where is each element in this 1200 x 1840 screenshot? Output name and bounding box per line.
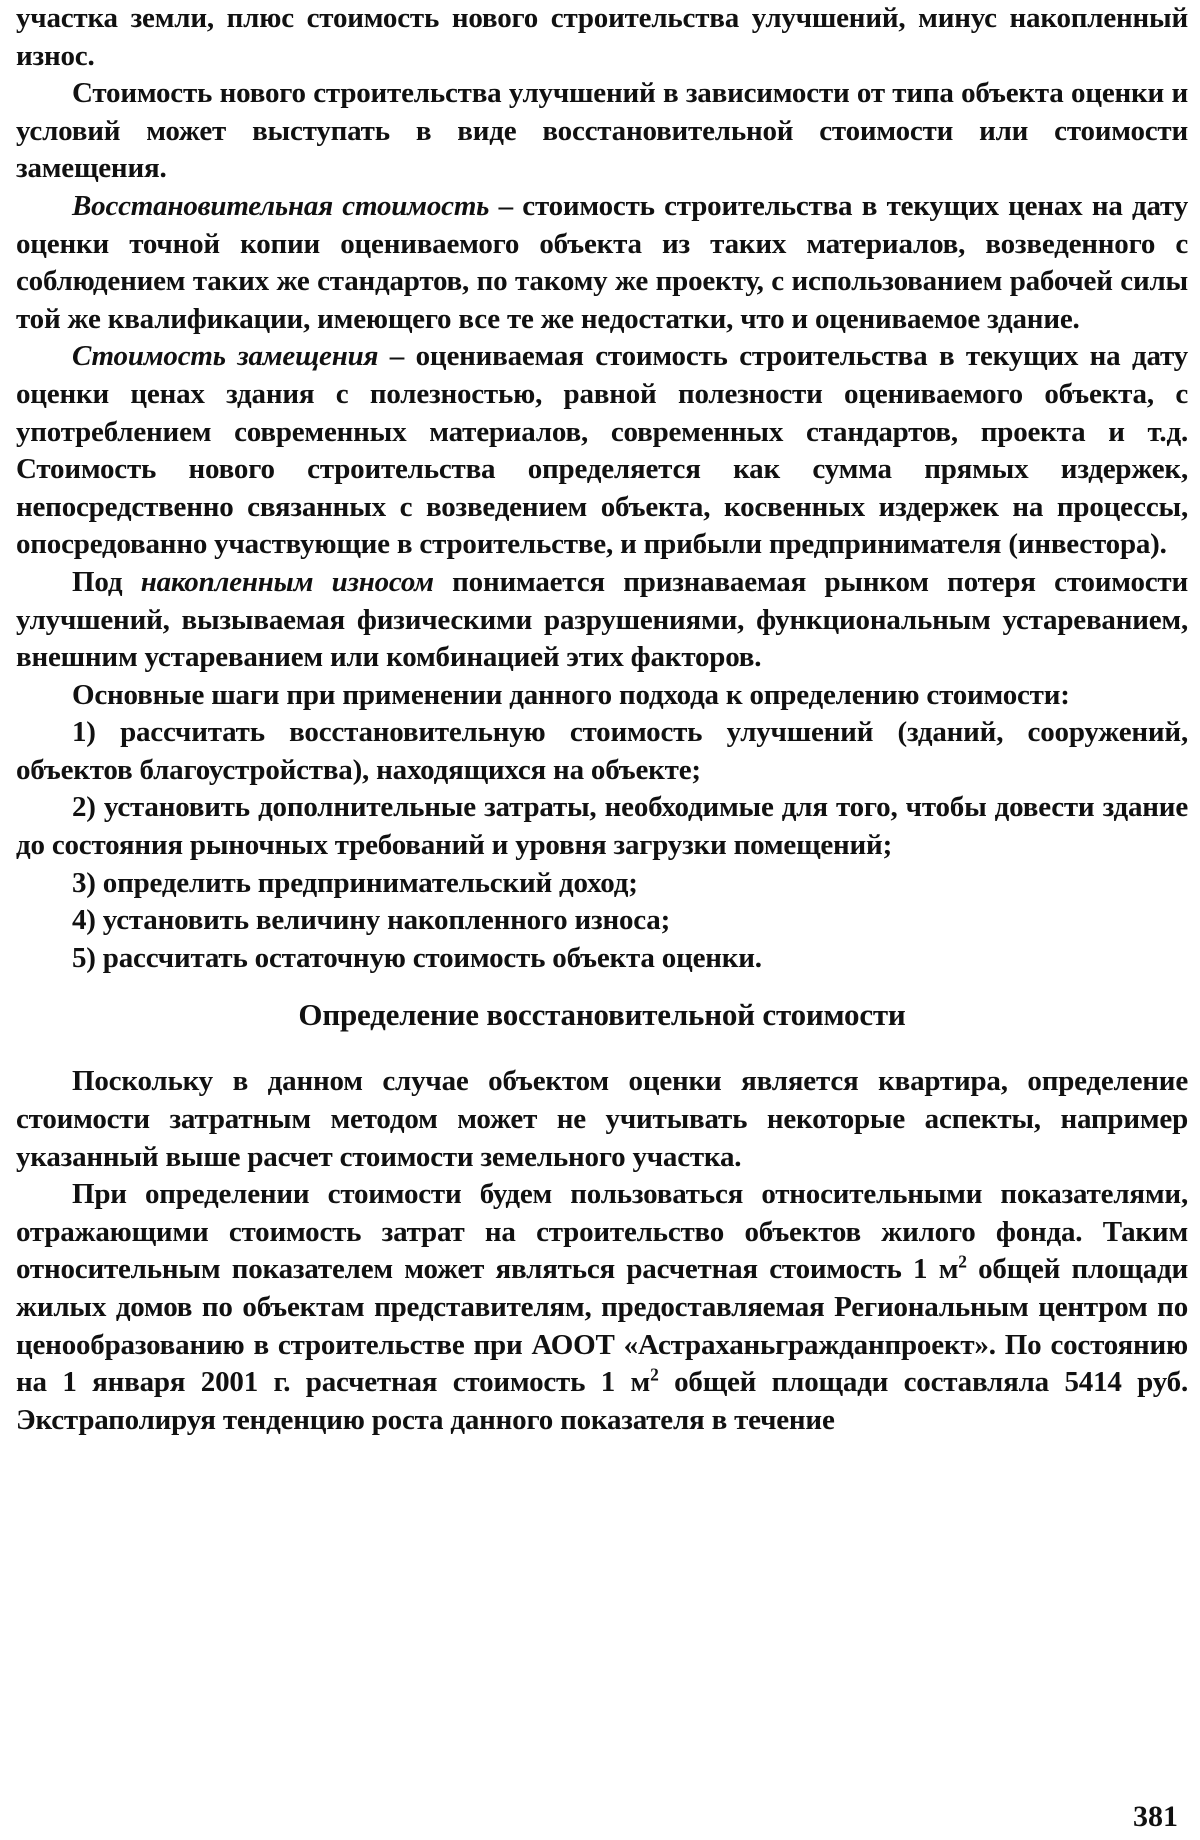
list-item: 2) установить дополнительные затраты, необходимые для того, чтобы довести здание до состояния рыночных требований и уровня загрузки помещений;	[16, 791, 1188, 862]
defined-term: Восстановительная стоимость	[72, 189, 490, 222]
paragraph-definition: Стоимость замещения – оцениваемая стоимость строительства в текущих на дату оценки ценах здания с полезностью, равной полезности оцениваемого объекта, с употреблением современных материалов, современных стандартов, проекта и т.д. Стоимость нового строительства определяется как сумма прямых издержек, непосредственно связанных с возведением объекта, косвенных издержек на процессы, опосредованно участвующие в строительстве, и прибыли предпринимателя (инвестора).	[16, 340, 1188, 561]
page-number: 381	[1133, 1800, 1178, 1833]
list-item: 4) установить величину накопленного износа;	[72, 904, 671, 937]
paragraph-continuation: участка земли, плюс стоимость нового строительства улучшений, минус накопленный износ.	[16, 2, 1188, 72]
list-item: 5) рассчитать остаточную стоимость объекта оценки.	[72, 941, 762, 974]
paragraph: Основные шаги при применении данного подхода к определению стоимости:	[72, 678, 1070, 711]
list-item: 3) определить предпринимательский доход;	[72, 866, 638, 899]
section-heading: Определение восстановительной стоимости	[298, 997, 906, 1033]
list-item: 1) рассчитать восстановительную стоимость улучшений (зданий, сооружений, объектов благоустройства), находящихся на объекте;	[16, 716, 1188, 786]
paragraph-definition: Под накопленным износом понимается признаваемая рынком потеря стоимости улучшений, вызываемая физическими разрушениями, функциональным устареванием, внешним устареванием или комбинацией этих факторов.	[16, 565, 1188, 674]
paragraph: При определении стоимости будем пользоваться относительными показателями, отражающими стоимость затрат на строительство объектов жилого фонда. Таким относительным показателем может являться расчетная стоимость 1 $м^2$ общей площади жилых домов по объектам представителям, предоставляемая Региональным центром по ценообразованию в строительстве при АООТ «Астраханьгражданпроект». По состоянию на 1 января 2001 г. расчетная стоимость 1 $м^2$ общей площади составляла 5414 руб. Экстраполируя тенденцию роста данного показателя в течение	[16, 1178, 1188, 1436]
paragraph: Стоимость нового строительства улучшений в зависимости от типа объекта оценки и условий может выступать в виде восстановительной стоимости или стоимости замещения.	[16, 77, 1188, 185]
defined-term: накопленным износом	[140, 565, 434, 598]
paragraph: Поскольку в данном случае объектом оценки является квартира, определение стоимости затратным методом может не учитывать некоторые аспекты, например указанный выше расчет стоимости земельного участка.	[16, 1065, 1188, 1173]
paragraph-definition: Восстановительная стоимость – стоимость строительства в текущих ценах на дату оценки точной копии оцениваемого объекта из таких материалов, возведенного с соблюдением таких же стандартов, по такому же проекту, с использованием рабочей силы той же квалификации, имеющего все те же недостатки, что и оцениваемое здание.	[16, 189, 1188, 335]
page-body	[16, 0, 1188, 1439]
defined-term: Стоимость замещения	[72, 340, 379, 373]
